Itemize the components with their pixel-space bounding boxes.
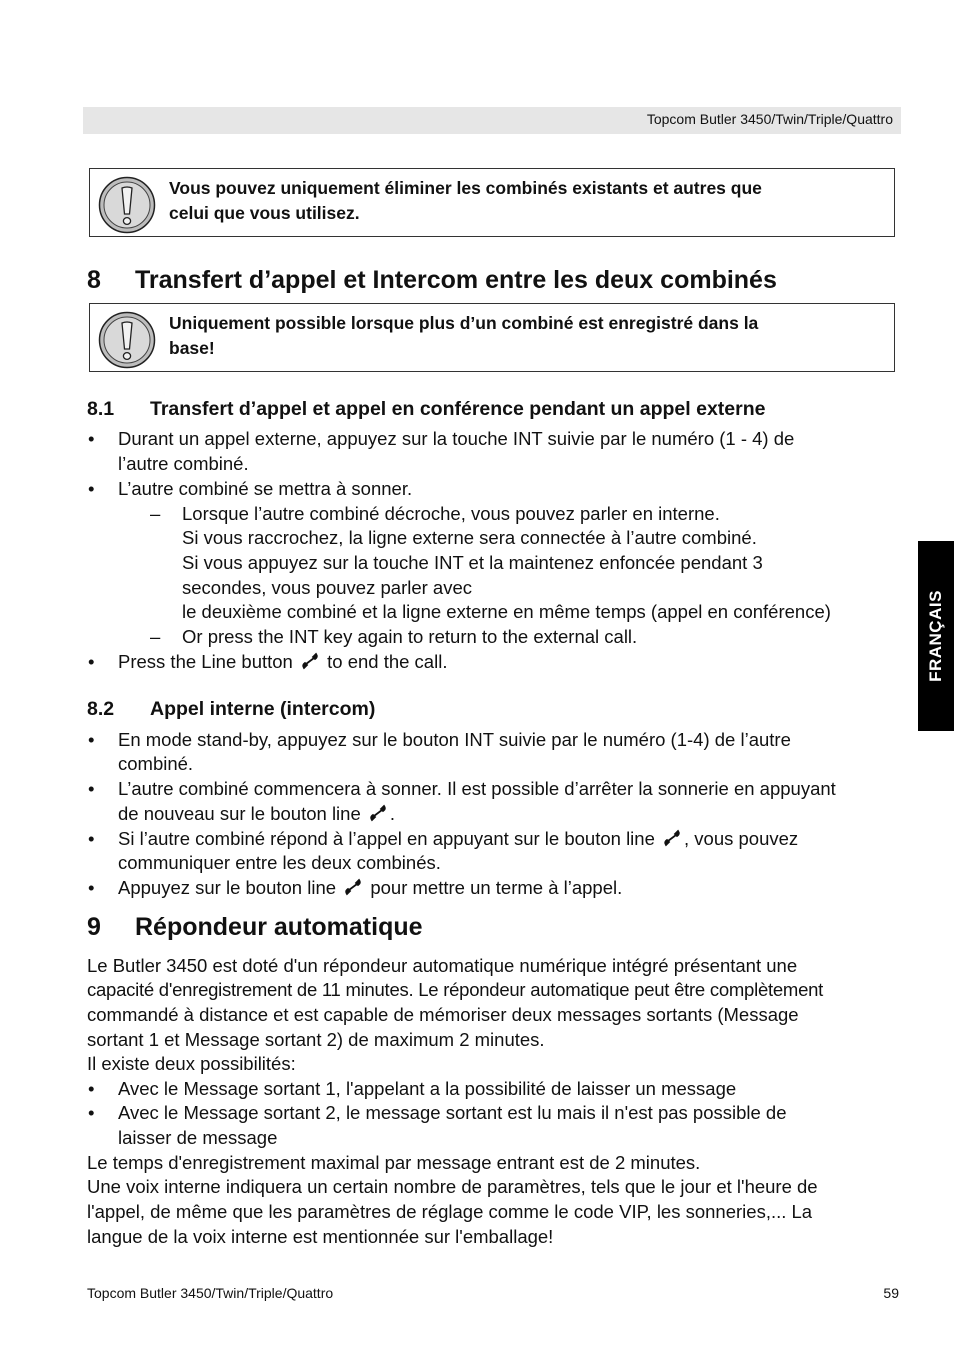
list-item-text: communiquer entre les deux combinés. — [118, 852, 441, 873]
sub-item-text: Or press the INT key again to return to the external call. — [182, 626, 638, 647]
section-number: 8 — [87, 266, 101, 294]
subsection-title: Transfert d’appel et appel en conférence pendant un appel externe — [150, 398, 766, 420]
sub-item-text: le deuxième combiné et la ligne externe en même temps (appel en conférence) — [182, 601, 831, 622]
handset-icon — [343, 877, 363, 897]
sub-item-text: Si vous raccrochez, la ligne externe sera connectée à l’autre combiné. — [182, 527, 757, 548]
list-item-text — [118, 650, 447, 675]
footer-title: Topcom Butler 3450/Twin/Triple/Quattro — [87, 1285, 334, 1301]
bullet: • — [88, 729, 95, 750]
warning-text-line: base! — [169, 338, 215, 358]
paragraph-line: Il existe deux possibilités: — [87, 1053, 296, 1074]
language-tab — [918, 541, 954, 731]
bullet: • — [88, 651, 95, 672]
list-item-text: Avec le Message sortant 1, l'appelant a la possibilité de laisser un message — [118, 1078, 737, 1099]
exclamation-icon — [98, 311, 156, 369]
subsection-number: 8.1 — [87, 398, 115, 420]
bullet: • — [88, 1078, 95, 1099]
list-item-text: combiné. — [118, 753, 194, 774]
list-item-text — [118, 876, 622, 901]
text-fragment: de nouveau sur le bouton line — [118, 803, 361, 824]
list-item-text — [118, 802, 395, 827]
warning-text-line: celui que vous utilisez. — [169, 203, 360, 223]
warning-note — [89, 303, 895, 372]
list-item-text: l’autre combiné. — [118, 453, 249, 474]
warning-text-line: Uniquement possible lorsque plus d’un combiné est enregistré dans la — [169, 313, 759, 333]
handset-icon — [300, 651, 320, 671]
subsection-number: 8.2 — [87, 698, 115, 720]
list-item-text: laisser de message — [118, 1127, 278, 1148]
bullet: • — [88, 828, 95, 849]
list-item-text: En mode stand-by, appuyez sur le bouton INT suivie par le numéro (1-4) de l’autre — [118, 729, 791, 750]
list-item-text: Durant un appel externe, appuyez sur la touche INT suivie par le numéro (1 - 4) de — [118, 428, 795, 449]
text-fragment: Press the Line button — [118, 651, 293, 672]
paragraph-line: Le Butler 3450 est doté d'un répondeur automatique numérique intégré présentant une — [87, 955, 798, 976]
section-number: 9 — [87, 913, 101, 941]
list-item-text: L’autre combiné se mettra à sonner. — [118, 478, 413, 499]
section-title: Transfert d’appel et Intercom entre les deux combinés — [135, 266, 777, 294]
section-title: Répondeur automatique — [135, 913, 423, 941]
paragraph-line: Une voix interne indiquera un certain nombre de paramètres, tels que le jour et l'heure de — [87, 1176, 818, 1197]
paragraph-line: capacité d'enregistrement de 11 minutes. Le répondeur automatique peut être complètement — [87, 979, 824, 1000]
list-item-text: L’autre combiné commencera à sonner. Il est possible d’arrêter la sonnerie en appuyant — [118, 778, 836, 799]
text-fragment: Appuyez sur le bouton line — [118, 877, 337, 898]
sub-item-text: Si vous appuyez sur la touche INT et la maintenez enfoncée pendant 3 — [182, 552, 763, 573]
dash: – — [150, 503, 161, 524]
paragraph-line: l'appel, de même que les paramètres de réglage comme le code VIP, les sonneries,... La — [87, 1201, 813, 1222]
header-title: Topcom Butler 3450/Twin/Triple/Quattro — [646, 111, 893, 127]
list-item-text — [118, 827, 798, 852]
header-bar — [83, 107, 901, 134]
subsection-title: Appel interne (intercom) — [150, 698, 376, 720]
handset-icon — [662, 828, 682, 848]
dash: – — [150, 626, 161, 647]
page-number: 59 — [883, 1285, 899, 1301]
text-fragment: . — [389, 803, 396, 824]
exclamation-icon — [98, 176, 156, 234]
sub-item-text: Lorsque l’autre combiné décroche, vous pouvez parler en interne. — [182, 503, 720, 524]
bullet: • — [88, 877, 95, 898]
bullet: • — [88, 778, 95, 799]
text-fragment: to end the call. — [327, 651, 448, 672]
text-fragment: Si l’autre combiné répond à l’appel en appuyant sur le bouton line — [118, 828, 655, 849]
list-item-text: Avec le Message sortant 2, le message sortant est lu mais il n'est pas possible de — [118, 1102, 787, 1123]
paragraph-line: Le temps d'enregistrement maximal par message entrant est de 2 minutes. — [87, 1152, 701, 1173]
warning-text — [169, 176, 874, 226]
sub-item-text: secondes, vous pouvez parler avec — [182, 577, 473, 598]
paragraph-line: sortant 1 et Message sortant 2) de maximum 2 minutes. — [87, 1029, 545, 1050]
text-fragment: pour mettre un terme à l’appel. — [370, 877, 623, 898]
language-tab-label: FRANÇAIS — [926, 590, 945, 682]
warning-note — [89, 168, 895, 237]
bullet: • — [88, 478, 95, 499]
paragraph-line: langue de la voix interne est mentionnée sur l'emballage! — [87, 1226, 554, 1247]
text-fragment: , vous pouvez — [684, 828, 799, 849]
bullet: • — [88, 1102, 95, 1123]
warning-text-line: Vous pouvez uniquement éliminer les combinés existants et autres que — [169, 178, 762, 198]
bullet: • — [88, 428, 95, 449]
paragraph-line: commandé à distance et est capable de mémoriser deux messages sortants (Message — [87, 1004, 799, 1025]
handset-icon — [368, 803, 388, 823]
warning-text — [169, 311, 874, 361]
